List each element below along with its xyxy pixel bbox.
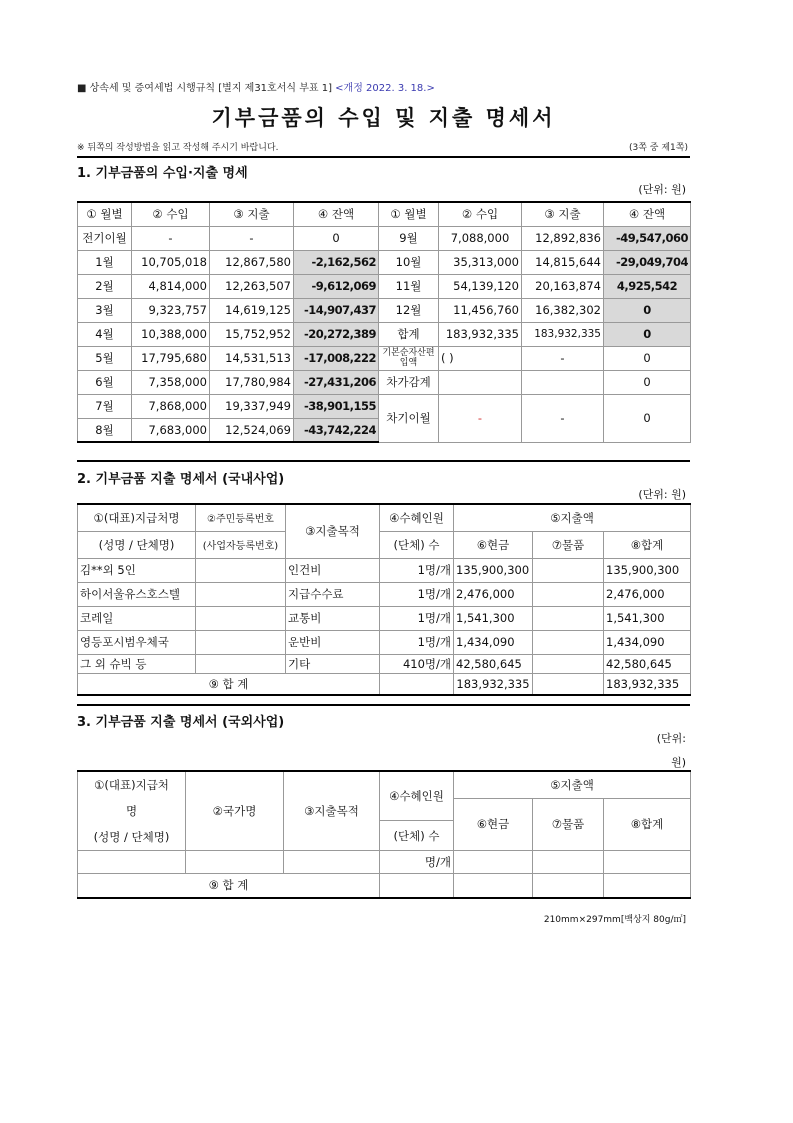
cash-cell: [454, 851, 533, 874]
table-row: [78, 298, 691, 322]
law-reference: ■ 상속세 및 증여세법 시행규칙 [별지 제31호서식 부표 1]: [77, 83, 332, 94]
section2-title: 2. 기부금품 지출 명세서 (국내사업): [77, 472, 285, 487]
expense-cell: 14,619,125: [210, 298, 294, 322]
total-goods: [533, 673, 604, 695]
expense-cell: 20,163,874: [522, 274, 604, 298]
header-month-2: ① 월별: [379, 202, 439, 226]
table-row: [78, 606, 691, 630]
month-cell: 1월: [78, 250, 132, 274]
count-cell: 1명/개: [380, 582, 454, 606]
revision-date: <개정 2022. 3. 18.>: [335, 83, 435, 94]
expense-cell: 17,780,984: [210, 370, 294, 394]
balance-cell: -14,907,437: [294, 298, 379, 322]
header-payee: [78, 771, 186, 851]
notice-line: [77, 140, 690, 153]
month-cell: 7월: [78, 394, 132, 418]
month-cell: 10월: [379, 250, 439, 274]
section3-title: 3. 기부금품 지출 명세서 (국외사업): [77, 715, 285, 730]
income-cell: 9,323,757: [132, 298, 210, 322]
balance-cell: 0: [604, 298, 691, 322]
month-cell: 차가감계: [379, 370, 439, 394]
header-income-2: ② 수입: [439, 202, 522, 226]
section3-unit: (단위:: [656, 732, 686, 745]
header-goods: ⑦물품: [533, 798, 604, 851]
form-header: [77, 79, 435, 94]
purpose-cell: 운반비: [286, 630, 380, 654]
income-cell: [439, 370, 522, 394]
balance-cell: 0: [604, 394, 691, 442]
balance-cell: 0: [604, 322, 691, 346]
balance-cell: -29,049,704: [604, 250, 691, 274]
header-payee-line2: 명: [125, 804, 138, 818]
cash-cell: 1,434,090: [454, 630, 533, 654]
total-cell: [604, 851, 691, 874]
income-cell: -: [132, 226, 210, 250]
total-label: ⑨ 합 계: [78, 874, 380, 898]
balance-cell: -20,272,389: [294, 322, 379, 346]
month-cell: 11월: [379, 274, 439, 298]
header-reg-no: ②주민등록번호: [196, 504, 286, 531]
month-cell: 6월: [78, 370, 132, 394]
header-country: ②국가명: [186, 771, 284, 851]
header-total: ⑧합계: [604, 531, 691, 558]
purpose-cell: 지급수수료: [286, 582, 380, 606]
expense-cell: 19,337,949: [210, 394, 294, 418]
payee-cell: 영등포시범우체국: [78, 630, 196, 654]
income-cell: 7,683,000: [132, 418, 210, 442]
total-cell: 2,476,000: [604, 582, 691, 606]
section2-unit: (단위: 원): [638, 488, 686, 501]
purpose-cell: 교통비: [286, 606, 380, 630]
balance-cell: -43,742,224: [294, 418, 379, 442]
income-cell: 4,814,000: [132, 274, 210, 298]
total-cell: 135,900,300: [604, 558, 691, 582]
count-cell: 1명/개: [380, 630, 454, 654]
balance-cell: -27,431,206: [294, 370, 379, 394]
balance-cell: -2,162,562: [294, 250, 379, 274]
expense-cell: 183,932,335: [522, 322, 604, 346]
table-row: [78, 226, 691, 250]
income-cell: 35,313,000: [439, 250, 522, 274]
cash-cell: 135,900,300: [454, 558, 533, 582]
expense-cell: -: [210, 226, 294, 250]
table-row: [78, 394, 691, 418]
total-cell: 1,434,090: [604, 630, 691, 654]
income-cell: -: [439, 394, 522, 442]
balance-cell: -17,008,222: [294, 346, 379, 370]
balance-cell: 0: [294, 226, 379, 250]
header-income: ② 수입: [132, 202, 210, 226]
table-row: [78, 851, 691, 874]
total-cell: 1,541,300: [604, 606, 691, 630]
income-cell: 7,868,000: [132, 394, 210, 418]
expense-cell: 15,752,952: [210, 322, 294, 346]
header-expense: ③ 지출: [210, 202, 294, 226]
header-beneficiary: ④수혜인원: [380, 504, 454, 531]
total-sum: [604, 874, 691, 898]
count-cell: 1명/개: [380, 558, 454, 582]
header-purpose: ③지출목적: [284, 771, 380, 851]
payee-cell: 하이서울유스호스텔: [78, 582, 196, 606]
total-count: [380, 874, 454, 898]
domestic-expense-table: [77, 503, 691, 696]
header-beneficiary-sub: (단체) 수: [380, 821, 454, 851]
total-cell: 42,580,645: [604, 654, 691, 673]
income-cell: 17,795,680: [132, 346, 210, 370]
balance-cell: -9,612,069: [294, 274, 379, 298]
table-row: [78, 274, 691, 298]
total-cash: 183,932,335: [454, 673, 533, 695]
table-row: [78, 250, 691, 274]
goods-cell: [533, 851, 604, 874]
goods-cell: [533, 630, 604, 654]
balance-cell: -49,547,060: [604, 226, 691, 250]
month-cell: 9월: [379, 226, 439, 250]
header-balance-2: ④ 잔액: [604, 202, 691, 226]
goods-cell: [533, 558, 604, 582]
month-cell: 12월: [379, 298, 439, 322]
header-goods: ⑦물품: [533, 531, 604, 558]
balance-cell: 0: [604, 370, 691, 394]
payee-cell: 코레일: [78, 606, 196, 630]
payee-cell: 김**외 5인: [78, 558, 196, 582]
country-cell: [186, 851, 284, 874]
month-cell: 8월: [78, 418, 132, 442]
section1-title: 1. 기부금품의 수입·지출 명세: [77, 166, 248, 181]
reg-cell: [196, 558, 286, 582]
cash-cell: 42,580,645: [454, 654, 533, 673]
reg-cell: [196, 582, 286, 606]
expense-cell: 12,867,580: [210, 250, 294, 274]
header-purpose: ③지출목적: [286, 504, 380, 558]
expense-cell: 12,263,507: [210, 274, 294, 298]
header-reg-no-sub: (사업자등록번호): [196, 531, 286, 558]
header-beneficiary-sub: (단체) 수: [380, 531, 454, 558]
purpose-cell: [284, 851, 380, 874]
table-row: [78, 558, 691, 582]
header-total: ⑧합계: [604, 798, 691, 851]
month-cell: 5월: [78, 346, 132, 370]
cash-cell: 1,541,300: [454, 606, 533, 630]
expense-cell: 14,531,513: [210, 346, 294, 370]
payee-cell: [78, 851, 186, 874]
month-cell: 차기이월: [379, 394, 439, 442]
header-amount: ⑤지출액: [454, 504, 691, 531]
header-payee-line3: (성명 / 단체명): [93, 830, 170, 844]
expense-cell: 14,815,644: [522, 250, 604, 274]
balance-cell: 4,925,542: [604, 274, 691, 298]
total-row: [78, 673, 691, 695]
income-cell: 183,932,335: [439, 322, 522, 346]
income-cell: 7,358,000: [132, 370, 210, 394]
expense-cell: 12,524,069: [210, 418, 294, 442]
month-cell: 4월: [78, 322, 132, 346]
total-cash: [454, 874, 533, 898]
month-cell: 전기이월: [78, 226, 132, 250]
section1-bottom-rule: [77, 460, 690, 462]
count-cell: 1명/개: [380, 606, 454, 630]
reg-cell: [196, 606, 286, 630]
header-expense-2: ③ 지출: [522, 202, 604, 226]
paper-spec: 210mm×297mm[백상지 80g/㎡]: [543, 915, 686, 925]
total-sum: 183,932,335: [604, 673, 691, 695]
table-row: [78, 322, 691, 346]
income-cell: ( ): [439, 346, 522, 370]
expense-cell: [522, 370, 604, 394]
table-row: [78, 346, 691, 370]
section3-unit-cont: 원): [671, 756, 686, 769]
balance-cell: -38,901,155: [294, 394, 379, 418]
balance-cell: 0: [604, 346, 691, 370]
header-cash: ⑥현금: [454, 531, 533, 558]
month-cell: 합계: [379, 322, 439, 346]
document-title: 기부금품의 수입 및 지출 명세서: [211, 106, 556, 130]
table-row: [78, 370, 691, 394]
goods-cell: [533, 582, 604, 606]
income-cell: 10,388,000: [132, 322, 210, 346]
payee-cell: 그 외 슈빅 등: [78, 654, 196, 673]
reg-cell: [196, 654, 286, 673]
total-row: [78, 874, 691, 898]
goods-cell: [533, 606, 604, 630]
income-expense-table: [77, 201, 691, 443]
section1-unit: (단위: 원): [638, 183, 686, 196]
expense-cell: -: [522, 346, 604, 370]
overseas-expense-table: [77, 770, 691, 899]
header-payee: ①(대표)지급처명: [78, 504, 196, 531]
instruction-note: ※ 뒤쪽의 작성방법을 읽고 작성해 주시기 바랍니다.: [77, 143, 279, 153]
total-label: ⑨ 합 계: [78, 673, 380, 695]
expense-cell: 16,382,302: [522, 298, 604, 322]
expense-cell: 12,892,836: [522, 226, 604, 250]
header-beneficiary: ④수혜인원: [380, 771, 454, 821]
cash-cell: 2,476,000: [454, 582, 533, 606]
section2-bottom-rule: [77, 704, 690, 706]
header-amount: ⑤지출액: [454, 771, 691, 798]
income-cell: 11,456,760: [439, 298, 522, 322]
header-month: ① 월별: [78, 202, 132, 226]
total-count: [380, 673, 454, 695]
income-cell: 54,139,120: [439, 274, 522, 298]
total-goods: [533, 874, 604, 898]
header-cash: ⑥현금: [454, 798, 533, 851]
header-payee-line1: ①(대표)지급처: [94, 778, 169, 792]
purpose-cell: 인건비: [286, 558, 380, 582]
income-cell: 10,705,018: [132, 250, 210, 274]
purpose-cell: 기타: [286, 654, 380, 673]
month-cell: 3월: [78, 298, 132, 322]
reg-cell: [196, 630, 286, 654]
table-row: [78, 582, 691, 606]
count-cell: 410명/개: [380, 654, 454, 673]
count-cell: 명/개: [380, 851, 454, 874]
month-cell: 기본순자산편입액: [379, 346, 439, 370]
header-balance: ④ 잔액: [294, 202, 379, 226]
table-row: [78, 630, 691, 654]
income-cell: 7,088,000: [439, 226, 522, 250]
goods-cell: [533, 654, 604, 673]
table-row: [78, 654, 691, 673]
top-divider: [77, 156, 690, 158]
header-payee-sub: (성명 / 단체명): [78, 531, 196, 558]
month-cell: 2월: [78, 274, 132, 298]
table-header-row: [78, 202, 691, 226]
expense-cell: -: [522, 394, 604, 442]
page-indicator: (3쪽 중 제1쪽): [629, 143, 688, 153]
